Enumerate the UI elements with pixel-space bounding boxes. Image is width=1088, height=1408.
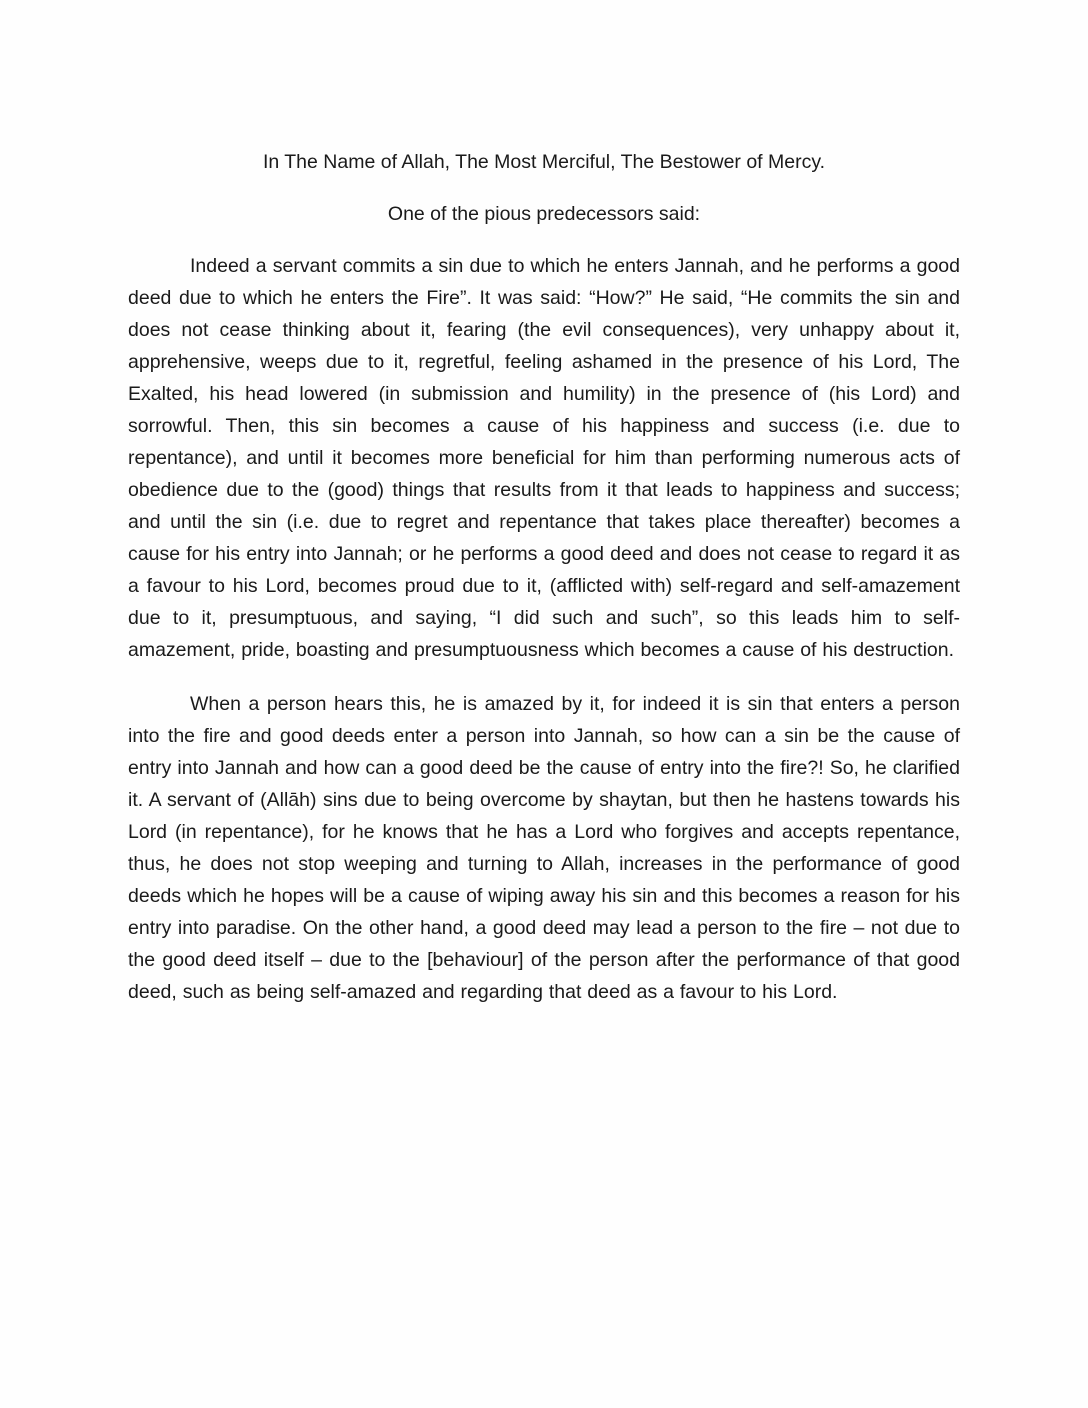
bismillah-heading: In The Name of Allah, The Most Merciful, The Bestower of Mercy. xyxy=(262,151,826,173)
paragraph-explanation: When a person hears this, he is amazed by it, for indeed it is sin that enters a person into the fire and good deeds enter a person into Jannah, so how can a sin be the cause of entry into Jannah and how can a good deed be the cause of entry into the fire?! So, he clarified it. A servant of (Allāh) sins due to being overcome by shaytan, but then he hastens towards his Lord (in repentance), for he knows that he has a Lord who forgives and accepts repentance, thus, he does not stop weeping and turning to Allah, increases in the performance of good deeds which he hopes will be a cause of wiping away his sin and this becomes a reason for his entry into paradise. On the other hand, a good deed may lead a person to the fire – not due to the good deed itself – due to the [behaviour] of the person after the performance of that good deed, such as being self-amazed and regarding that deed as a favour to his Lord. xyxy=(128,693,960,1003)
paragraph-sin-leads-to-jannah: Indeed a servant commits a sin due to which he enters Jannah, and he performs a good deed due to which he enters the Fire”. It was said: “How?” He said, “He commits the sin and does not cease thinking about it, fearing (the evil consequences), very unhappy about it, apprehensive, weeps due to it, regretful, feeling ashamed in the presence of his Lord, The Exalted, his head lowered (in submission and humility) in the presence of (his Lord) and sorrowful. Then, this sin becomes a cause of his happiness and success (i.e. due to repentance), and until it becomes more beneficial for him than performing numerous acts of obedience due to the (good) things that results from it that leads to happiness and success; and until the sin (i.e. due to regret and repentance that takes place thereafter) becomes a cause for his entry into Jannah; or he performs a good deed and does not cease to regard it as a favour to his Lord, becomes proud due to it, (afflicted with) self-regard and self-amazement due to it, presumptuous, and saying, “I did such and such”, so this leads him to self-amazement, pride, boasting and presumptuousness which becomes a cause of his destruction. xyxy=(128,255,960,661)
pious-predecessors-subheading: One of the pious predecessors said: xyxy=(387,203,701,225)
